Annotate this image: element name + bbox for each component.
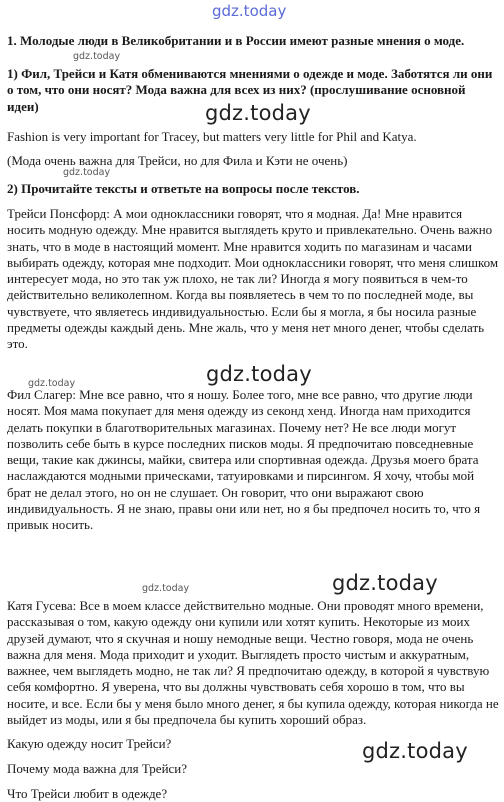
question-2: Почему мода важна для Трейси?: [7, 761, 188, 776]
text-phil: Фил Слагер: Мне все равно, что я ношу. Более того, мне все равно, что другие люди носят. Моя мама покупает для меня одежду из секонд хенд. Иногда нам приходится делать покупки в благотворительных магазинах. Почему нет? Не все люди могут позволить себе быть в курсе последних писков моды. Я предпочитаю повседневные вещи, такие как джинсы, майки, свитера или спортивная одежда. Друзья моего брата наслаждаются модными прическами, татуировками и пирсингом. Я хочу, чтобы мой брат не делал этого, но он не слушает. Он говорит, что они выражают свою индивидуальность. Я не знаю, правы они или нет, но я бы предпочел носить то, что я привык носить.: [7, 387, 481, 533]
answer-english: Fashion is very important for Tracey, but matters very little for Phil and Katya.: [7, 129, 417, 144]
question-1: Какую одежду носит Трейси?: [7, 736, 172, 751]
watermark-small: gdz.today: [28, 378, 76, 389]
watermark-large: gdz.today: [332, 571, 438, 595]
task-1-2-heading: 2) Прочитайте тексты и ответьте на вопросы после текстов.: [7, 181, 360, 196]
watermark-top: gdz.today: [212, 2, 287, 20]
text-tracey: Трейси Понсфорд: А мои одноклассники говорят, что я модная. Да! Мне нравится носить модную одежду. Мне нравится выглядеть круто и привлекательно. Очень важно знать, что в моде в настоящий момент. Мне нравится ходить по магазинам и часами выбирать одежду, которая мне подходит. Мои одноклассники говорят, что меня слишком интересует мода, но это так уж плохо, не так ли? Иногда я могу появиться в чем-то действительно великолепном. Когда вы появляетесь в чем то по последней моде, вы чувствуете, что являетесь индивидуальностью. Если бы я могла, я бы носила разные предметы одежды каждый день. Мне жаль, что у меня нет много денег, чтобы сделать это.: [7, 206, 499, 352]
text-katya: Катя Гусева: Все в моем классе действительно модные. Они проводят много времени, рассказывая о том, какую одежду они купили или хотят купить. Некоторые из моих друзей думают, что я скучная и ношу немодные вещи. Честно говоря, мода не очень важна для меня. Мода приходит и уходит. Выглядеть просто чистым и аккуратным, важнее, чем выглядеть модно, не так ли? Я предпочитаю одежду, в которой я чувствую себя комфортно. Я уверена, что вы должны чувствовать себя хорошо в том, что вы носите, и все. Если бы у меня было много денег, я бы купила одежду, которая никогда не выйдет из моды, или я бы предпочела бы купить хороший образ.: [7, 598, 499, 728]
watermark-small: gdz.today: [73, 51, 121, 62]
watermark-large: gdz.today: [205, 101, 311, 125]
answer-russian: (Мода очень важна для Трейси, но для Фила и Кэти не очень): [7, 153, 348, 168]
watermark-large: gdz.today: [362, 739, 468, 763]
watermark-small: gdz.today: [63, 167, 111, 178]
watermark-large: gdz.today: [206, 362, 312, 386]
task-1-heading: 1. Молодые люди в Великобритании и в России имеют разные мнения о моде.: [7, 33, 465, 48]
task-1-1-heading: 1) Фил, Трейси и Катя обмениваются мнениями о одежде и моде. Заботятся ли они о том, что они носят? Мода важна для всех из них? (прослушивание основной идеи): [7, 66, 493, 114]
question-3: Что Трейси любит в одежде?: [7, 786, 168, 801]
watermark-small: gdz.today: [142, 583, 190, 594]
